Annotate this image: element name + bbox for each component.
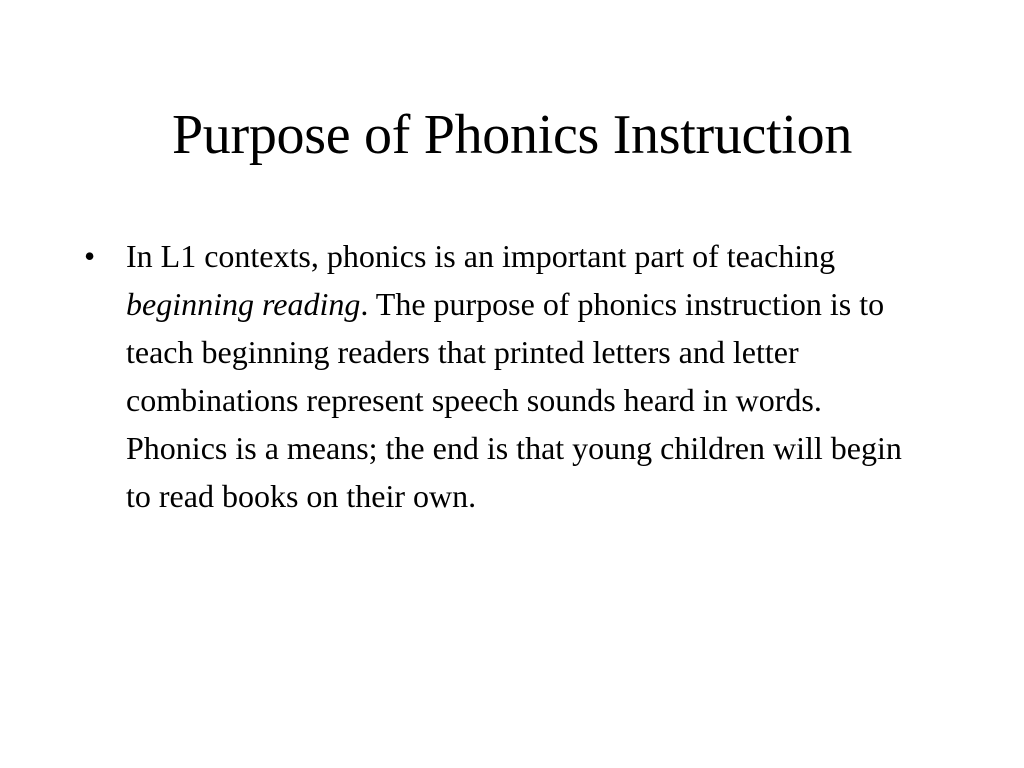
bullet-text-before: In L1 contexts, phonics is an important part of teaching [126, 238, 836, 274]
bullet-text-after: . The purpose of phonics instruction is to teach beginning readers that printed letters and letter combinations represent speech sounds heard in words. Phonics is a means; the end is that young children will begin to read books on their own. [126, 286, 902, 514]
bullet-marker: • [84, 238, 96, 274]
slide-title: Purpose of Phonics Instruction [171, 104, 853, 166]
bullet-item [84, 232, 914, 520]
bullet-text-emphasis: beginning reading [126, 286, 361, 322]
bullet-list [84, 232, 914, 520]
